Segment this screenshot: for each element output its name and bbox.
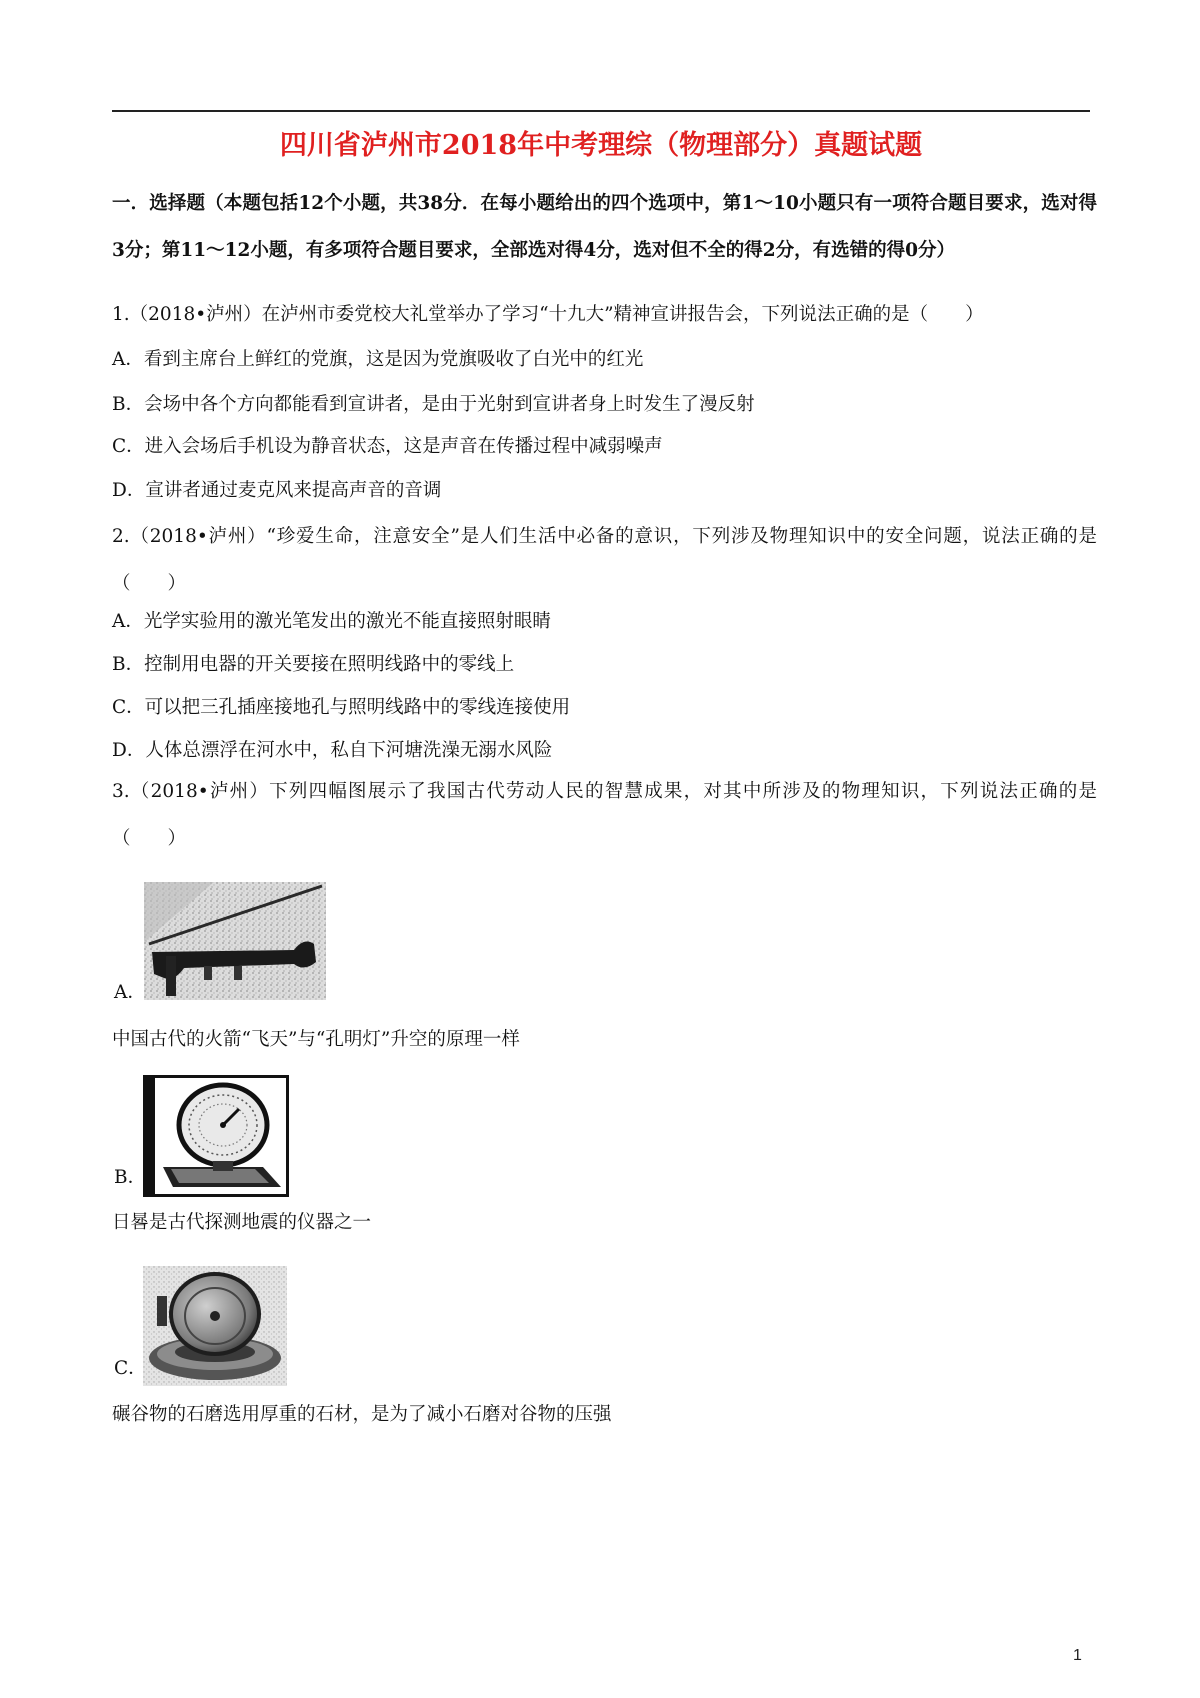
question-1-stem: 1.（2018•泸州）在泸州市委党校大礼堂举办了学习“十九大”精神宣讲报告会，下列说法正确的是（ ）: [112, 304, 984, 325]
page-title: 四川省泸州市2018年中考理综（物理部分）真题试题: [279, 130, 923, 161]
question-1-option-b: B．会场中各个方向都能看到宣讲者，是由于光射到宣讲者身上时发生了漫反射: [112, 394, 755, 415]
figure-sundial-image: [143, 1075, 289, 1197]
header-rule: [112, 110, 1090, 112]
question-3-option-c-label: C．: [114, 1358, 147, 1379]
question-3-option-b-text: 日晷是古代探测地震的仪器之一: [112, 1212, 372, 1233]
figure-rocket-image: [144, 882, 326, 1000]
question-3-option-a-label: A．: [114, 982, 146, 1003]
question-3-option-b-label: B．: [114, 1167, 147, 1188]
question-2-stem: 2.（2018•泸州）“珍爱生命，注意安全”是人们生活中必备的意识，下列涉及物理知识中的安全问题，说法正确的是（ ）: [112, 526, 1097, 594]
question-3-option-a-text: 中国古代的火箭“飞天”与“孔明灯”升空的原理一样: [112, 1029, 520, 1050]
rocket-illustration: [144, 882, 326, 1000]
question-2-option-b: B．控制用电器的开关要接在照明线路中的零线上: [112, 654, 515, 675]
stone-mill-illustration: [143, 1266, 287, 1386]
sundial-illustration: [143, 1075, 289, 1197]
section-heading: 一．选择题（本题包括12个小题，共38分．在每小题给出的四个选项中，第1～10小题只有一项符合题目要求，选对得3分；第11～12小题，有多项符合题目要求，全部选对得4分，选对但不全的得2分，有选错的得0分）: [112, 193, 1097, 261]
figure-stone-mill-image: [143, 1266, 287, 1386]
question-1-option-a: A．看到主席台上鲜红的党旗，这是因为党旗吸收了白光中的红光: [112, 349, 644, 370]
question-2-option-a: A．光学实验用的激光笔发出的激光不能直接照射眼睛: [112, 611, 551, 632]
question-2-option-d: D．人体总漂浮在河水中，私自下河塘洗澡无溺水风险: [112, 740, 553, 761]
question-3-stem: 3.（2018•泸州）下列四幅图展示了我国古代劳动人民的智慧成果，对其中所涉及的物理知识，下列说法正确的是（ ）: [112, 781, 1097, 849]
question-1-option-d: D．宣讲者通过麦克风来提高声音的音调: [112, 480, 442, 501]
question-2-option-c: C．可以把三孔插座接地孔与照明线路中的零线连接使用: [112, 697, 571, 718]
page-number: 1: [1073, 1647, 1082, 1664]
question-3-option-c-text: 碾谷物的石磨选用厚重的石材，是为了减小石磨对谷物的压强: [112, 1404, 612, 1425]
question-1-option-c: C．进入会场后手机设为静音状态，这是声音在传播过程中减弱噪声: [112, 436, 663, 457]
